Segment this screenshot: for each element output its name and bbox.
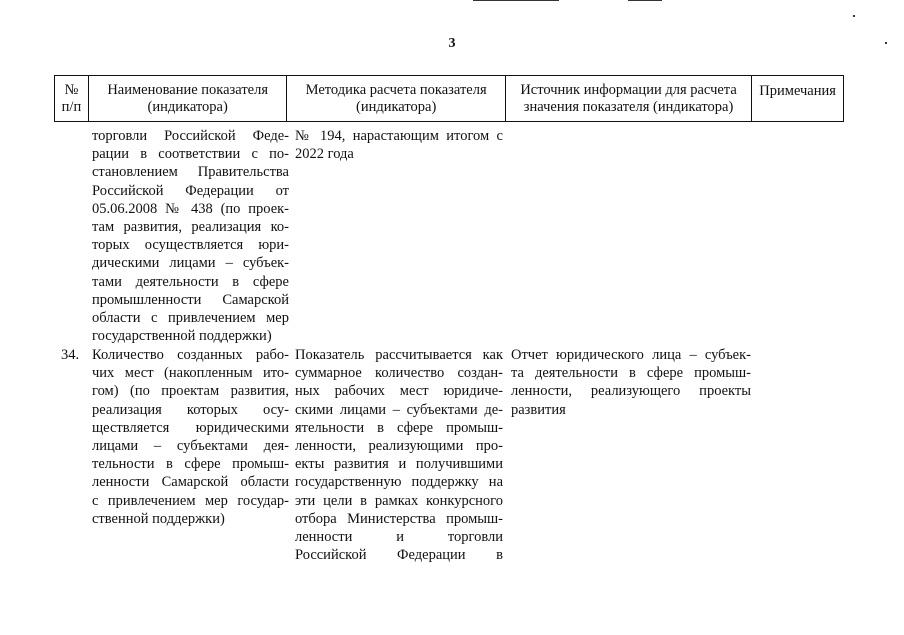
text-line: промышленности Самарской: [92, 291, 289, 308]
text-line: тами деятельности в сфере: [92, 273, 289, 290]
header-indicator-name-column: [89, 76, 288, 121]
text-line: ленности Самарской области: [92, 474, 289, 491]
header-method-column: [287, 76, 505, 121]
header-line: (индикатора): [356, 98, 437, 115]
text-line: 2022 года: [295, 146, 354, 163]
text-line: суммарное количество создан-: [295, 365, 503, 382]
page-number: 3: [448, 36, 456, 51]
text-line: ных рабочих мест юридиче-: [295, 383, 503, 400]
text-line: отбора Министерства промыш-: [295, 510, 503, 527]
header-line: значения показателя (индикатора): [523, 98, 734, 115]
scan-mark: [853, 15, 855, 17]
text-line: лицами – субъектами дея-: [92, 438, 289, 455]
text-line: № 194, нарастающим итогом с: [295, 128, 503, 144]
header-line: Наименование показателя: [107, 81, 269, 98]
text-line: дическими лицами – субъек-: [92, 255, 289, 272]
text-line: становлением Правительства: [92, 164, 289, 181]
text-line: скими лицами – субъектами де-: [295, 401, 503, 418]
table-header: [54, 75, 844, 122]
text-line: торговли Российской Феде-: [92, 128, 289, 144]
text-line: екты развития и получившими: [295, 456, 503, 473]
header-line: Источник информации для расчета: [520, 81, 737, 98]
text-line: тельности в сфере промыш-: [92, 456, 289, 473]
text-line: там развития, реализация ко-: [92, 219, 289, 236]
text-line: эти цели в рамках конкурсного: [295, 492, 503, 509]
text-line: ленности, реализующими про-: [295, 438, 503, 455]
text-line: Показатель рассчитывается как: [295, 347, 503, 363]
scan-mark: [628, 0, 662, 1]
text-line: государственной поддержки): [92, 328, 272, 345]
text-line: реализация которых осу-: [92, 401, 289, 418]
text-line: ственной поддержки): [92, 510, 225, 527]
text-line: та деятельности в сфере промыш-: [511, 365, 751, 382]
text-line: рации в соответствии с по-: [92, 146, 289, 163]
text-line: гом) (по проектам развития,: [92, 383, 289, 400]
source-cell: [511, 346, 751, 419]
method-cell: [295, 127, 503, 163]
text-line: 05.06.2008 № 438 (по проек-: [92, 200, 289, 217]
header-line: п/п: [61, 98, 82, 115]
header-line: (индикатора): [147, 98, 228, 115]
text-line: торых осуществляется юри-: [92, 237, 289, 254]
text-line: ществляется юридическими: [92, 419, 289, 436]
text-line: ленности, реализующего проекты: [511, 383, 751, 400]
text-line: Российской Федерации от: [92, 182, 289, 199]
header-source-column: [506, 76, 752, 121]
indicator-name-cell: [92, 346, 289, 528]
text-line: с привлечением мер государ-: [92, 492, 289, 509]
header-line: Методика расчета показателя: [305, 81, 487, 98]
scan-mark: [473, 0, 559, 1]
text-line: ятельности в сфере промыш-: [295, 419, 503, 436]
scan-mark: [885, 42, 887, 44]
method-cell: [295, 346, 503, 564]
header-notes-column: [752, 76, 843, 121]
row-number: 34.: [61, 347, 80, 363]
text-line: чих мест (накопленным ито-: [92, 365, 289, 382]
text-line: государственную поддержку на: [295, 474, 503, 491]
text-line: Количество созданных рабо-: [92, 347, 289, 363]
header-line: Примечания: [759, 83, 836, 99]
indicator-name-cell: [92, 127, 289, 345]
text-line: области с привлечением мер: [92, 310, 289, 327]
text-line: ленности и торговли: [295, 529, 503, 546]
text-line: развития: [511, 401, 566, 418]
header-line: №: [64, 81, 79, 98]
text-line: Российской Федерации в: [295, 547, 503, 564]
text-line: Отчет юридического лица – субъек-: [511, 347, 751, 363]
header-number-column: [55, 76, 89, 121]
